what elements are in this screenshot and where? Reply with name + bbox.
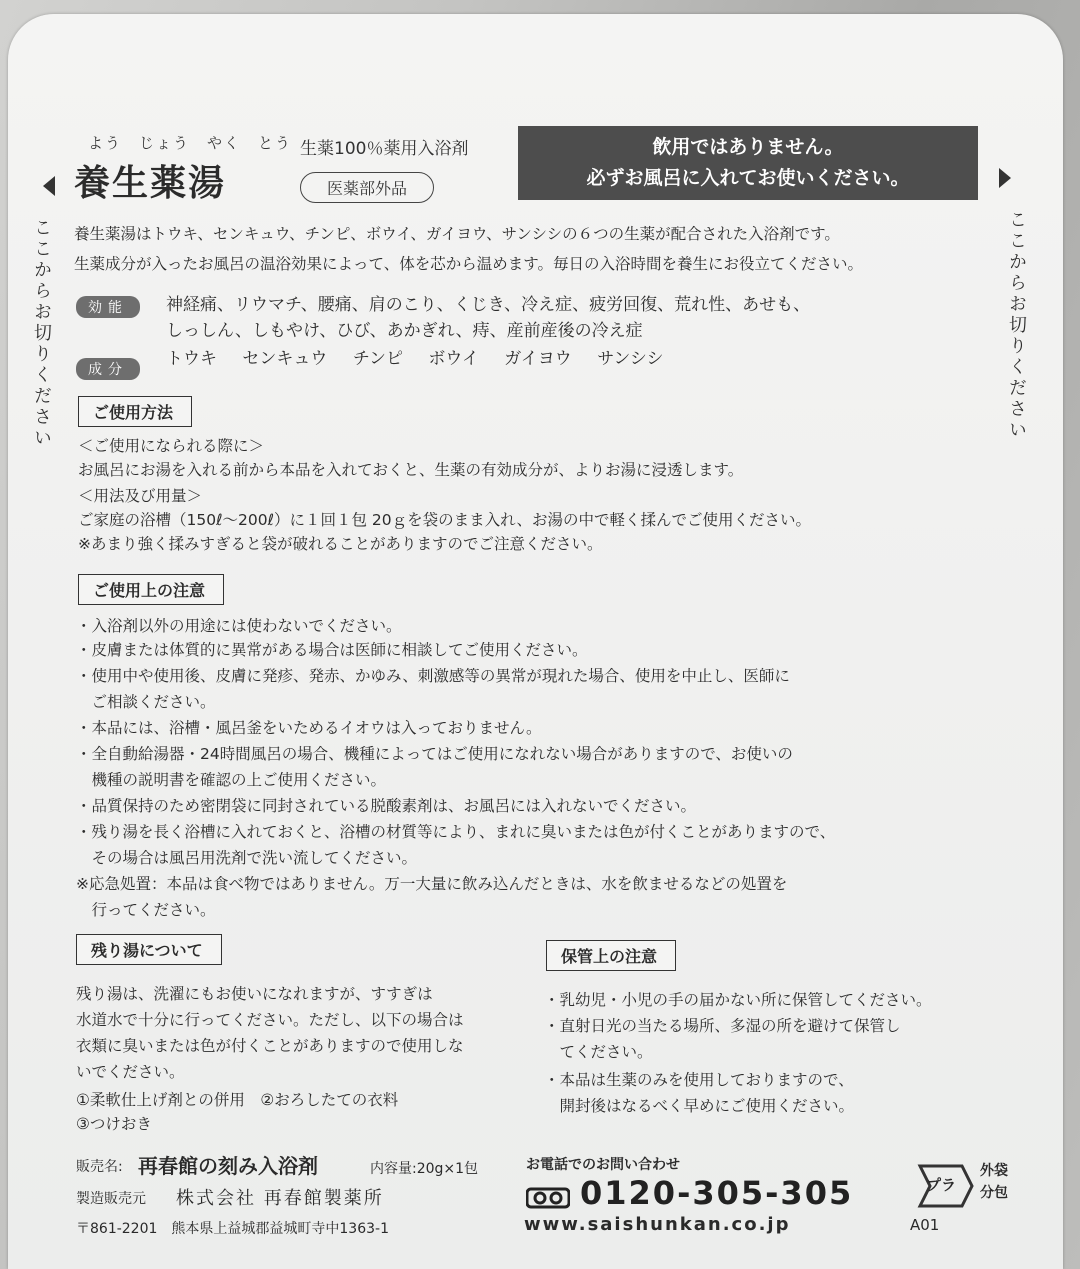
caution-line: ・入浴剤以外の用途には使わないでください。 — [76, 617, 402, 635]
caution-line: 機種の説明書を確認の上ご使用ください。 — [76, 771, 387, 789]
ingredient-item: センキュウ — [242, 349, 328, 369]
efficacy-line-1: 神経痛、リウマチ、腰痛、肩のこり、くじき、冷え症、疲労回復、荒れ性、あせも、 — [166, 295, 811, 315]
caution-line: ・全自動給湯器・24時間風呂の場合、機種によってはご使用になれない場合がありますので、お使いの — [76, 745, 793, 763]
maker-name: 株式会社 再春館製薬所 — [176, 1188, 384, 1209]
leftover-heading: 残り湯について — [76, 934, 222, 965]
caution-line: ・品質保持のため密閉袋に同封されている脱酸素剤は、お風呂には入れないでください。 — [76, 797, 697, 815]
tear-left-arrow-icon — [42, 176, 56, 196]
caution-line: ・皮膚または体質的に異常がある場合は医師に相談してご使用ください。 — [76, 641, 588, 659]
inquiry-label: お電話でのお問い合わせ — [526, 1157, 680, 1173]
maker-label: 製造販売元 — [76, 1191, 146, 1207]
quasi-drug-label: 医薬部外品 — [300, 172, 434, 203]
leftover-line: ③つけおき — [76, 1115, 152, 1133]
website-url: www.saishunkan.co.jp — [524, 1214, 791, 1235]
free-dial-icon — [526, 1186, 570, 1210]
warning-line-2: 必ずお風呂に入れてお使いください。 — [586, 167, 910, 189]
leftover-line: 残り湯は、洗濯にもお使いになれますが、すすぎは — [76, 985, 433, 1003]
usage-line: ＜用法及び用量＞ — [78, 487, 203, 505]
seller-name: 再春館の刻み入浴剤 — [138, 1154, 318, 1178]
ingredient-item: ガイヨウ — [504, 349, 572, 369]
ingredients-badge: 成分 — [76, 358, 140, 380]
tear-instruction-left: ここからお切りください — [31, 218, 52, 449]
intro-line-1: 養生薬湯はトウキ、センキュウ、チンピ、ボウイ、ガイヨウ、サンシシの６つの生薬が配合された入浴剤です。 — [74, 225, 840, 243]
intro-line-2: 生薬成分が入ったお風呂の温浴効果によって、体を芯から温めます。毎日の入浴時間を養生にお役立てください。 — [74, 255, 863, 273]
usage-line: ※あまり強く揉みすぎると袋が破れることがありますのでご注意ください。 — [78, 535, 603, 553]
ingredient-item: チンピ — [352, 349, 403, 369]
ingredients-list — [166, 344, 664, 369]
product-subtitle: 生薬100％薬用入浴剤 — [300, 139, 469, 159]
caution-line: ※応急処置：本品は食べ物ではありません。万一大量に飲み込んだときは、水を飲ませるなどの処置を — [76, 875, 788, 893]
recycle-outer-bag: 外袋 — [980, 1163, 1008, 1179]
recycle-mark-text: プラ — [926, 1176, 957, 1194]
caution-line: 行ってください。 — [76, 901, 216, 919]
ingredient-item: ボウイ — [428, 349, 479, 369]
ingredient-item: トウキ — [166, 349, 217, 369]
seller-label: 販売名: — [76, 1159, 123, 1175]
phone-number: 0120-305-305 — [580, 1174, 854, 1212]
cautions-heading: ご使用上の注意 — [78, 574, 224, 605]
recycle-packet: 分包 — [980, 1185, 1008, 1201]
usage-line: お風呂にお湯を入れる前から本品を入れておくと、生薬の有効成分が、よりお湯に浸透します。 — [78, 461, 744, 479]
usage-line: ご家庭の浴槽（150ℓ～200ℓ）に１回１包 20ｇを袋のまま入れ、お湯の中で軽く揉んでご使用ください。 — [78, 511, 812, 529]
drink-warning-box — [518, 126, 978, 200]
storage-line: てください。 — [544, 1043, 653, 1061]
caution-line: その場合は風呂用洗剤で洗い流してください。 — [76, 849, 418, 867]
storage-line: 開封後はなるべく早めにご使用ください。 — [544, 1097, 855, 1115]
content-amount: 内容量:20g×1包 — [370, 1161, 479, 1177]
company-address: 〒861-2201 熊本県上益城郡益城町寺中1363-1 — [76, 1221, 389, 1237]
leftover-line: ①柔軟仕上げ剤との併用 ②おろしたての衣料 — [76, 1091, 399, 1109]
caution-line: ・本品には、浴槽・風呂釜をいためるイオウは入っておりません。 — [76, 719, 542, 737]
title-furigana: よう じょう やく とう — [88, 134, 293, 152]
caution-line: ・残り湯を長く浴槽に入れておくと、浴槽の材質等により、まれに臭いまたは色が付くことがありますので、 — [76, 823, 836, 841]
leftover-line: 衣類に臭いまたは色が付くことがありますので使用しな — [76, 1037, 464, 1055]
tear-right-arrow-icon — [998, 168, 1012, 188]
ingredient-item: サンシシ — [597, 349, 664, 369]
warning-line-1: 飲用ではありません。 — [652, 136, 844, 158]
storage-line: ・直射日光の当たる場所、多湿の所を避けて保管し — [544, 1017, 901, 1035]
product-code: A01 — [910, 1216, 940, 1234]
caution-line: ・使用中や使用後、皮膚に発疹、発赤、かゆみ、刺激感等の異常が現れた場合、使用を中止し、医師に — [76, 667, 790, 685]
leftover-line: 水道水で十分に行ってください。ただし、以下の場合は — [76, 1011, 464, 1029]
leftover-line: いでください。 — [76, 1063, 185, 1081]
storage-line: ・乳幼児・小児の手の届かない所に保管してください。 — [544, 991, 932, 1009]
tear-instruction-right: ここからお切りください — [1006, 210, 1027, 441]
storage-line: ・本品は生薬のみを使用しておりますので、 — [544, 1071, 854, 1089]
caution-line: ご相談ください。 — [76, 693, 216, 711]
efficacy-badge: 効能 — [76, 296, 140, 318]
usage-line: ＜ご使用になられる際に＞ — [78, 437, 265, 455]
storage-heading: 保管上の注意 — [546, 940, 676, 971]
product-title: 養生薬湯 — [74, 162, 227, 204]
usage-heading: ご使用方法 — [78, 396, 192, 427]
efficacy-line-2: しっしん、しもやけ、ひび、あかぎれ、痔、産前産後の冷え症 — [166, 321, 643, 341]
